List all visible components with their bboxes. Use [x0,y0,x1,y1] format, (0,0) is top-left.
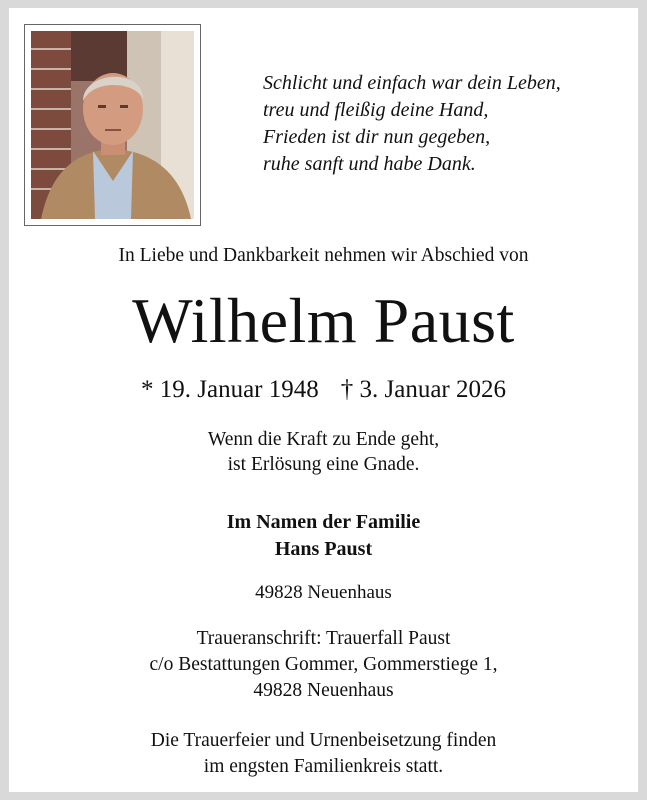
verse-line: ist Erlösung eine Gnade. [227,454,420,475]
poem-line: Schlicht und einfach war dein Leben, [263,72,561,94]
note-line: im engsten Familienkreis statt. [203,756,444,777]
mourning-address [0,626,647,704]
intro-text: In Liebe und Dankbarkeit nehmen wir Abschied von [118,245,529,266]
funeral-note [0,728,647,780]
life-dates [0,376,647,404]
verse [0,427,647,477]
city: 49828 Neuenhaus [255,582,392,603]
deceased-name: Wilhelm Paust [132,285,515,356]
poem-line: Frieden ist dir nun gegeben, [263,126,491,148]
address-line: c/o Bestattungen Gommer, Gommerstiege 1, [149,654,498,675]
address-line: Traueranschrift: Trauerfall Paust [196,628,451,649]
note-line: Die Trauerfeier und Urnenbeisetzung finden [150,730,497,751]
birth-date: * 19. Januar 1948 [141,376,319,403]
poem-line: treu und fleißig deine Hand, [263,99,489,121]
address-line: 49828 Neuenhaus [253,680,394,701]
portrait-photo [31,31,194,219]
death-date: † 3. Januar 2026 [340,376,506,403]
poem [263,70,633,178]
family-line: Im Namen der Familie [226,511,421,533]
poem-line: ruhe sanft und habe Dank. [263,153,476,175]
family-line: Hans Paust [274,538,373,560]
family-signature [0,509,647,563]
verse-line: Wenn die Kraft zu Ende geht, [207,429,440,450]
